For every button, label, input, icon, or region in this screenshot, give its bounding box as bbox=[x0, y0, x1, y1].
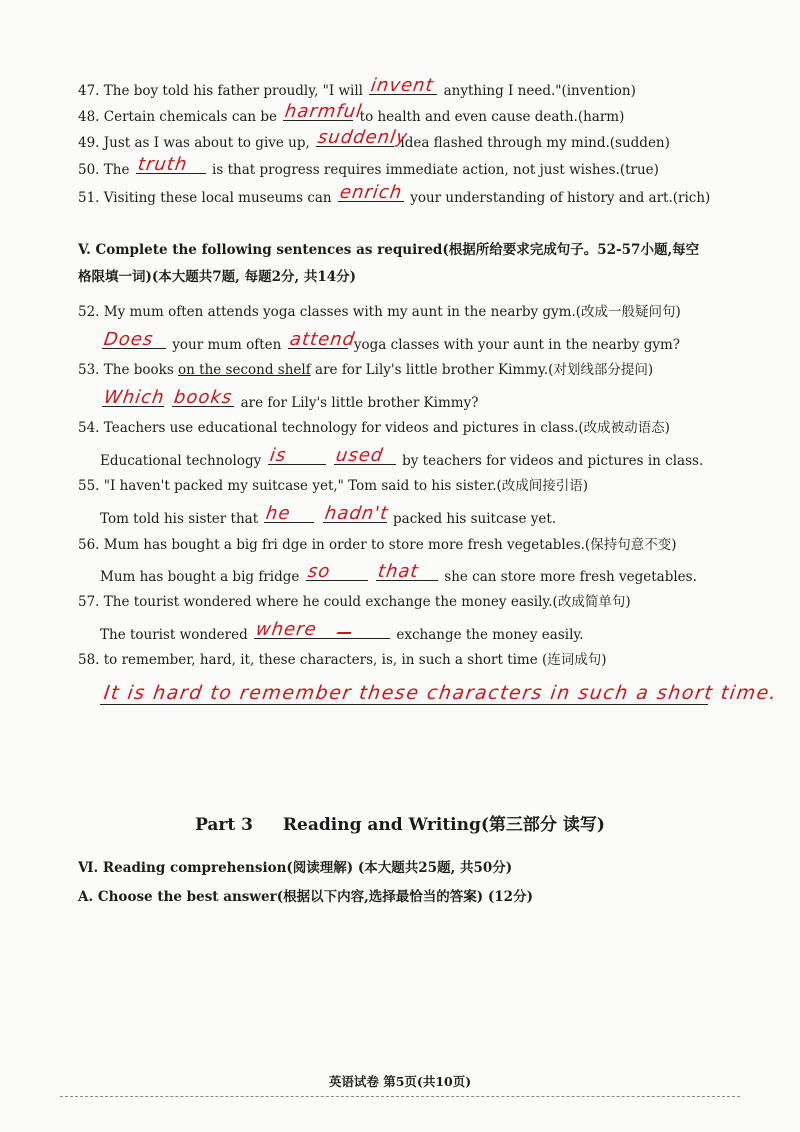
q47-handwritten-answer: invent bbox=[369, 75, 436, 96]
question-54-answer-line bbox=[100, 445, 752, 471]
q52-handwritten-answer-2: attend bbox=[288, 329, 357, 350]
q53-text-after-answer: are for Lily's little brother Kimmy? bbox=[240, 395, 479, 411]
q56-handwritten-answer-1: so bbox=[306, 561, 332, 582]
q50-text-after: is that progress requires immediate action, not just wishes.(true) bbox=[212, 162, 659, 178]
q56-blank-1[interactable] bbox=[306, 561, 368, 582]
q47-text-after: anything I need."(invention) bbox=[443, 83, 636, 99]
q48-blank[interactable] bbox=[283, 101, 365, 122]
q55-blank-1[interactable] bbox=[264, 503, 314, 524]
question-47 bbox=[78, 75, 752, 101]
q49-text-after: idea flashed through my mind.(sudden) bbox=[400, 135, 670, 151]
q50-blank[interactable] bbox=[136, 154, 206, 175]
q55-handwritten-answer-1: he bbox=[265, 503, 293, 524]
q49-text-before: 49. Just as I was about to give up, bbox=[78, 135, 310, 151]
question-58-prompt: 58. to remember, hard, it, these characters, is, in such a short time (连词成句) bbox=[78, 652, 607, 668]
q57-text-after: exchange the money easily. bbox=[396, 627, 584, 643]
q47-blank[interactable] bbox=[369, 75, 437, 96]
question-49 bbox=[78, 127, 752, 153]
q55-blank-2[interactable] bbox=[323, 503, 390, 524]
q53-text-after: are for Lily's little brother Kimmy.(对划线部分提问) bbox=[315, 362, 654, 378]
q48-text-after: to health and even cause death.(harm) bbox=[359, 109, 625, 125]
q55-handwritten-answer-2: hadn't bbox=[323, 503, 390, 524]
q57-text-before: The tourist wondered bbox=[100, 627, 248, 643]
q49-handwritten-answer: suddenly bbox=[316, 127, 410, 148]
question-57-prompt: 57. The tourist wondered where he could exchange the money easily.(改成简单句) bbox=[78, 594, 631, 610]
question-52-prompt: 52. My mum often attends yoga classes with my aunt in the nearby gym.(改成一般疑问句) bbox=[78, 304, 681, 320]
q54-blank-2[interactable] bbox=[334, 445, 396, 466]
q53-blank-2[interactable] bbox=[172, 387, 235, 408]
q51-text-after: your understanding of history and art.(rich) bbox=[410, 190, 711, 206]
q49-blank[interactable] bbox=[316, 127, 410, 148]
q48-handwritten-answer: harmful bbox=[283, 101, 365, 122]
q53-handwritten-answer-2: books bbox=[172, 387, 235, 408]
q57-blank[interactable] bbox=[254, 619, 390, 640]
q53-underlined-phrase: on the second shelf bbox=[178, 362, 311, 378]
section-6-heading: Ⅵ. Reading comprehension(阅读理解) (本大题共25题, 共50分) bbox=[78, 860, 513, 876]
q58-handwritten-answer: It is hard to remember these characters in such a short time. bbox=[102, 682, 779, 704]
question-51 bbox=[78, 182, 752, 208]
q47-text-before: 47. The boy told his father proudly, "I will bbox=[78, 83, 363, 99]
q51-handwritten-answer: enrich bbox=[338, 182, 404, 203]
q58-answer-line[interactable] bbox=[100, 674, 779, 705]
section-5-heading-line1: V. Complete the following sentences as required(根据所给要求完成句子。52-57小题,每空 bbox=[78, 242, 700, 258]
q52-blank-2[interactable] bbox=[288, 329, 357, 350]
q54-handwritten-answer-1: is bbox=[268, 445, 288, 466]
q50-handwritten-answer: truth bbox=[136, 154, 189, 175]
q56-blank-2[interactable] bbox=[376, 561, 438, 582]
q52-text-mid: your mum often bbox=[172, 337, 282, 353]
q52-handwritten-answer-1: Does bbox=[102, 329, 155, 350]
q55-text-after: packed his suitcase yet. bbox=[393, 511, 557, 527]
q55-text-before: Tom told his sister that bbox=[100, 511, 259, 527]
q53-text-before: 53. The books bbox=[78, 362, 174, 378]
q56-text-after: she can store more fresh vegetables. bbox=[444, 569, 697, 585]
q53-handwritten-answer-1: Which bbox=[102, 387, 167, 408]
q51-text-before: 51. Visiting these local museums can bbox=[78, 190, 332, 206]
q54-handwritten-answer-2: used bbox=[334, 445, 385, 466]
question-53-answer-line bbox=[100, 387, 752, 413]
question-57-answer-line bbox=[100, 619, 752, 645]
section-6-subheading: A. Choose the best answer(根据以下内容,选择最恰当的答案) (12分) bbox=[78, 889, 533, 905]
q54-text-after: by teachers for videos and pictures in class. bbox=[402, 453, 704, 469]
question-50 bbox=[78, 154, 752, 180]
q54-text-before: Educational technology bbox=[100, 453, 262, 469]
question-55-prompt: 55. "I haven't packed my suitcase yet," Tom said to his sister.(改成间接引语) bbox=[78, 478, 589, 494]
part-3-title bbox=[0, 810, 800, 835]
q50-text-before: 50. The bbox=[78, 162, 130, 178]
page-footer: 英语试卷 第5页(共10页) bbox=[328, 1074, 472, 1089]
question-52-answer-line bbox=[100, 329, 752, 355]
q56-text-before: Mum has bought a big fridge bbox=[100, 569, 300, 585]
question-56-prompt: 56. Mum has bought a big fri dge in order to store more fresh vegetables.(保持句意不变) bbox=[78, 537, 677, 553]
q56-handwritten-answer-2: that bbox=[376, 561, 421, 582]
q53-blank-1[interactable] bbox=[102, 387, 167, 408]
q54-blank-1[interactable] bbox=[268, 445, 326, 466]
question-53-prompt bbox=[78, 360, 752, 380]
section-5-heading-line2: 格限填一词)(本大题共7题, 每题2分, 共14分) bbox=[78, 269, 357, 285]
question-54-prompt: 54. Teachers use educational technology for videos and pictures in class.(改成被动语态) bbox=[78, 420, 670, 436]
q52-blank-1[interactable] bbox=[102, 329, 166, 350]
q57-handwritten-mark bbox=[337, 622, 358, 634]
part-3-name: Reading and Writing(第三部分 读写) bbox=[282, 815, 605, 835]
part-3-label: Part 3 bbox=[195, 815, 253, 835]
question-56-answer-line bbox=[100, 561, 752, 587]
q48-text-before: 48. Certain chemicals can be bbox=[78, 109, 278, 125]
q52-text-after: yoga classes with your aunt in the nearby gym? bbox=[353, 337, 681, 353]
question-48 bbox=[78, 101, 752, 127]
question-55-answer-line bbox=[100, 503, 752, 529]
q51-blank[interactable] bbox=[338, 182, 404, 203]
footer-divider bbox=[60, 1096, 740, 1097]
q57-handwritten-answer: where bbox=[254, 619, 319, 640]
